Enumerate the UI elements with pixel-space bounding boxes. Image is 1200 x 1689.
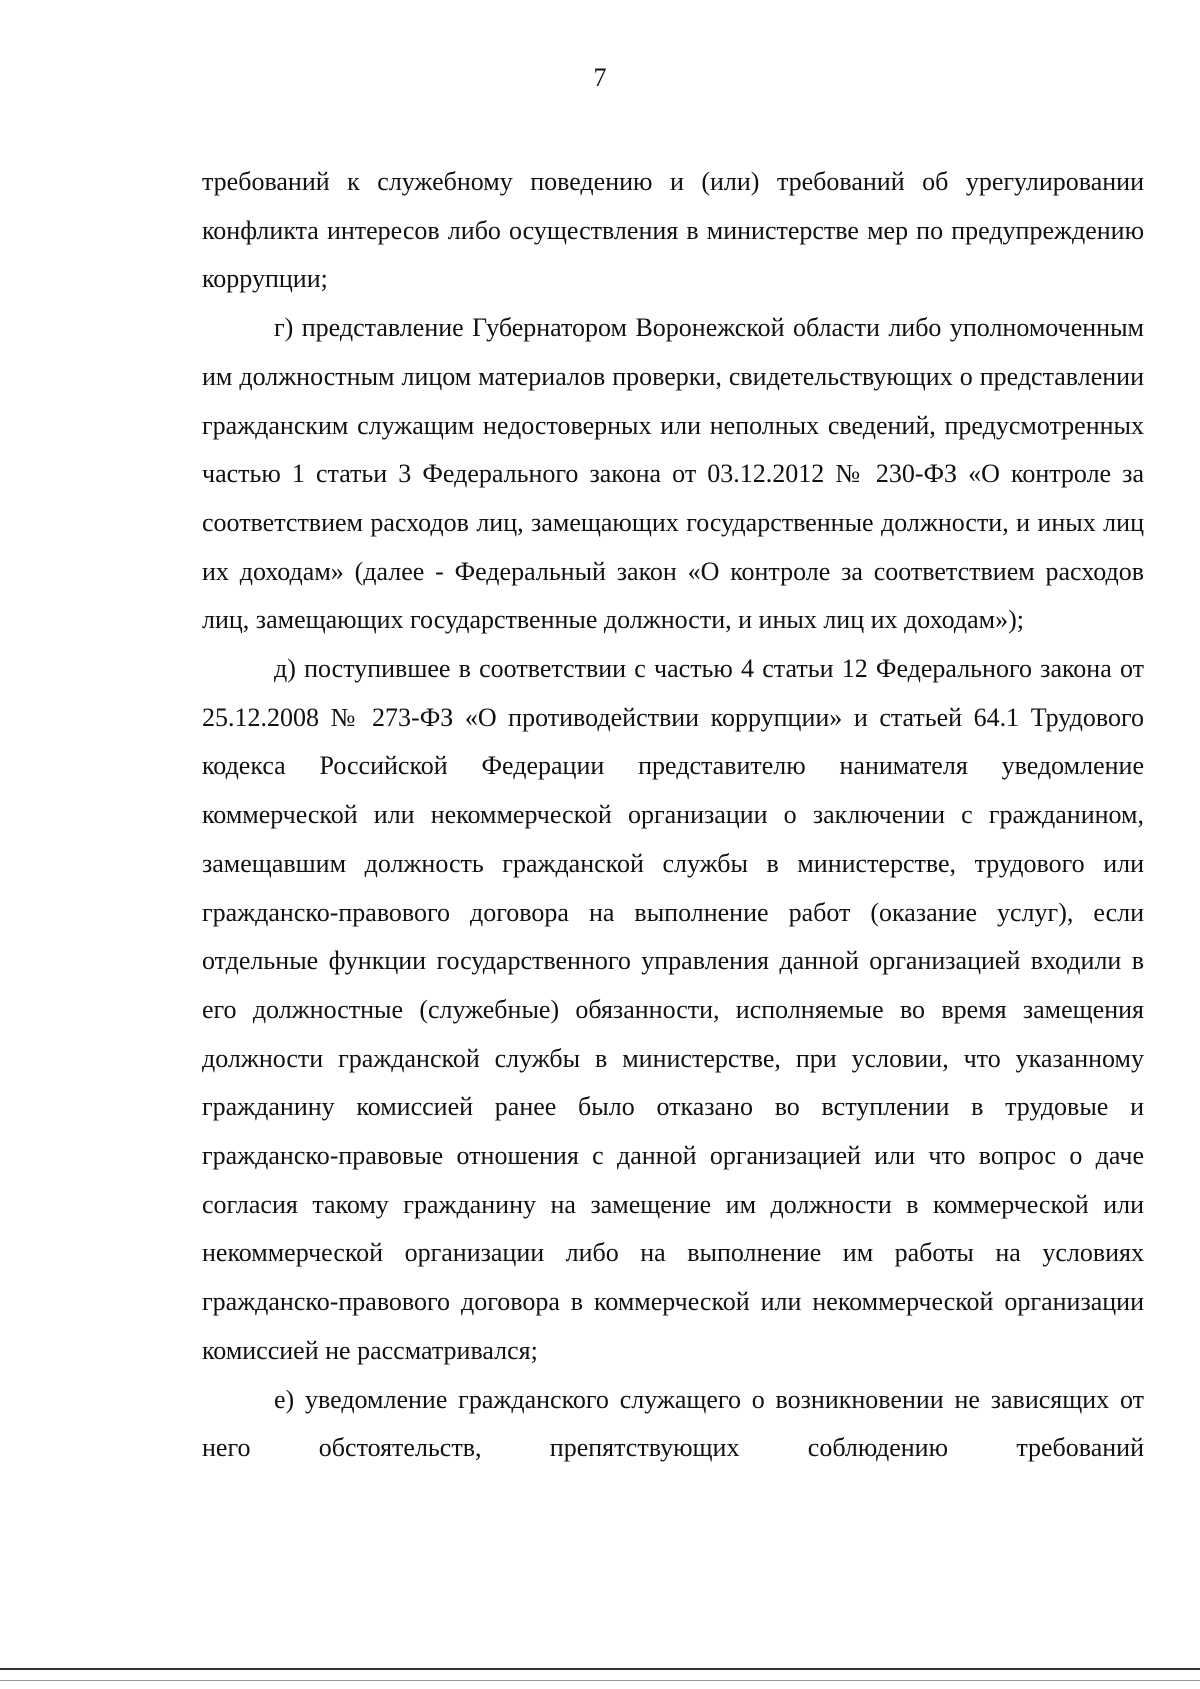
paragraph-item-d: д) поступившее в соответствии с частью 4 статьи 12 Федерального закона от 25.12.2008 № 273-ФЗ «О противодействии коррупции» и статьей 64.1 Трудового кодекса Российской Федерации представителю нанимателя уведомление коммерческой или некоммерческой организации о заключении с гражданином, замещавшим должность гражданской службы в министерстве, трудового или гражданско-правового договора на выполнение работ (оказание услуг), если отдельные функции государственного управления данной организацией входили в его должностные (служебные) обязанности, исполняемые во время замещения должности гражданской службы в министерстве, при условии, что указанному гражданину комиссией ранее было отказано во вступлении в трудовые и гражданско-правовые отношения с данной организацией или что вопрос о даче согласия такому гражданину на замещение им должности в коммерческой или некоммерческой организации либо на выполнение им работы на условиях гражданско-правового договора в коммерческой или некоммерческой организации комиссией не рассматривался; <box>202 654 1144 1365</box>
page-number: 7 <box>593 63 607 92</box>
bottom-edge-line-secondary <box>0 1680 1200 1681</box>
document-body <box>202 158 1144 1473</box>
paragraph-item-e: е) уведомление гражданского служащего о возникновении не зависящих от него обстоятельств, препятствующих соблюдению требований <box>202 1384 1144 1463</box>
paragraph-item-g: г) представление Губернатором Воронежской области либо уполномоченным им должностным лицом материалов проверки, свидетельствующих о представлении гражданским служащим недостоверных или неполных сведений, предусмотренных частью 1 статьи 3 Федерального закона от 03.12.2012 № 230-ФЗ «О контроле за соответствием расходов лиц, замещающих государственные должности, и иных лиц их доходам» (далее - Федеральный закон «О контроле за соответствием расходов лиц, замещающих государственные должности, и иных лиц их доходам»); <box>202 313 1144 635</box>
bottom-edge-line <box>0 1668 1200 1670</box>
paragraph-continuation: требований к служебному поведению и (или) требований об урегулировании конфликта интересов либо осуществления в министерстве мер по предупреждению коррупции; <box>202 167 1144 294</box>
